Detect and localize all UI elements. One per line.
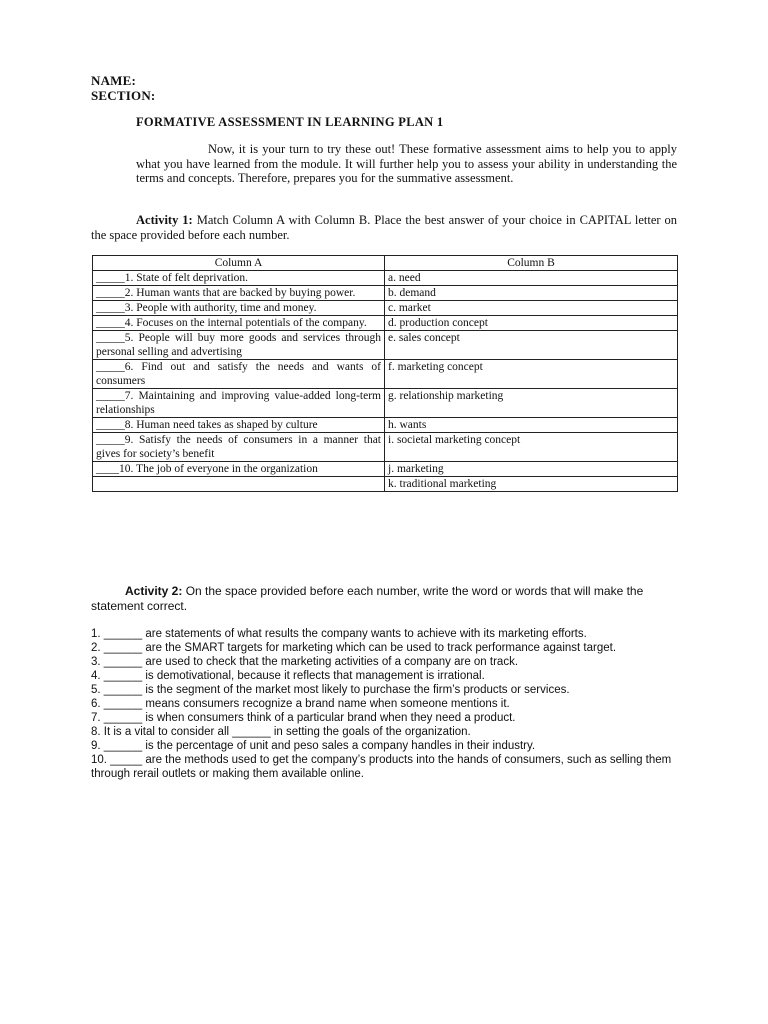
section-label: SECTION:: [91, 88, 156, 103]
column-b-item: d. production concept: [385, 316, 678, 331]
column-b-item: k. traditional marketing: [385, 477, 678, 492]
question-item: 2. ______ are the SMART targets for marketing which can be used to track performance against target.: [91, 642, 617, 654]
column-b-item: f. marketing concept: [385, 360, 678, 389]
column-b-item: e. sales concept: [385, 331, 678, 360]
activity1-text: Match Column A with Column B. Place the best answer of your choice in CAPITAL letter on the space provided before each number.: [91, 213, 677, 242]
column-b-item: a. need: [385, 271, 678, 286]
matching-table-body: [93, 271, 678, 492]
matching-table: [92, 255, 678, 492]
table-row: [93, 418, 678, 433]
question-item: 3. ______ are used to check that the marketing activities of a company are on track.: [91, 656, 519, 668]
column-a-item: _____3. People with authority, time and money.: [93, 301, 385, 316]
question-item: 10. _____ are the methods used to get the company’s products into the hands of consumers, such as selling them through rerail outlets or making them available online.: [91, 754, 672, 780]
table-row: [93, 331, 678, 360]
table-row: [93, 316, 678, 331]
question-item: 1. ______ are statements of what results the company wants to achieve with its marketing efforts.: [91, 628, 587, 640]
column-a-item: _____6. Find out and satisfy the needs and wants of consumers: [93, 360, 385, 389]
page-title: FORMATIVE ASSESSMENT IN LEARNING PLAN 1: [136, 115, 444, 129]
table-row: [93, 462, 678, 477]
table-row: [93, 433, 678, 462]
question-item: 4. ______ is demotivational, because it reflects that management is irrational.: [91, 670, 485, 682]
question-item: 9. ______ is the percentage of unit and peso sales a company handles in their industry.: [91, 740, 536, 752]
column-b-item: h. wants: [385, 418, 678, 433]
column-a-item: _____2. Human wants that are backed by buying power.: [93, 286, 385, 301]
activity1-instructions: [91, 213, 677, 242]
column-a-item: [93, 477, 385, 492]
question-item: 6. ______ means consumers recognize a brand name when someone mentions it.: [91, 698, 510, 710]
question-list: [91, 627, 677, 781]
activity2-instructions: [91, 584, 677, 614]
column-b-item: i. societal marketing concept: [385, 433, 678, 462]
table-row: [93, 271, 678, 286]
table-header-row: [93, 256, 678, 271]
activity1-label: Activity 1:: [136, 213, 193, 227]
column-a-item: _____1. State of felt deprivation.: [93, 271, 385, 286]
question-item: 5. ______ is the segment of the market most likely to purchase the firm’s products or services.: [91, 684, 570, 696]
question-item: 7. ______ is when consumers think of a particular brand when they need a product.: [91, 712, 516, 724]
table-row: [93, 389, 678, 418]
name-label: NAME:: [91, 73, 137, 88]
column-a-item: _____7. Maintaining and improving value-added long-term relationships: [93, 389, 385, 418]
table-row: [93, 360, 678, 389]
activity2-label: Activity 2:: [125, 584, 183, 598]
column-a-item: _____4. Focuses on the internal potentials of the company.: [93, 316, 385, 331]
column-a-item: _____5. People will buy more goods and services through personal selling and advertising: [93, 331, 385, 360]
column-b-item: c. market: [385, 301, 678, 316]
activity2-text: On the space provided before each number, write the word or words that will make the statement correct.: [91, 584, 644, 613]
column-a-item: _____8. Human need takes as shaped by culture: [93, 418, 385, 433]
column-a-header: Column A: [93, 256, 385, 271]
table-row: [93, 477, 678, 492]
column-b-item: g. relationship marketing: [385, 389, 678, 418]
intro-paragraph: Now, it is your turn to try these out! These formative assessment aims to help you to apply what you have learned from the module. It will further help you to assess your ability in understanding the terms and concepts. Therefore, prepares you for the summative assessment.: [136, 142, 677, 185]
table-row: [93, 286, 678, 301]
table-row: [93, 301, 678, 316]
column-b-header: Column B: [385, 256, 678, 271]
column-a-item: _____9. Satisfy the needs of consumers in a manner that gives for society’s benefit: [93, 433, 385, 462]
column-b-item: j. marketing: [385, 462, 678, 477]
question-item: 8. It is a vital to consider all ______ in setting the goals of the organization.: [91, 726, 471, 738]
column-b-item: b. demand: [385, 286, 678, 301]
column-a-item: ____10. The job of everyone in the organization: [93, 462, 385, 477]
